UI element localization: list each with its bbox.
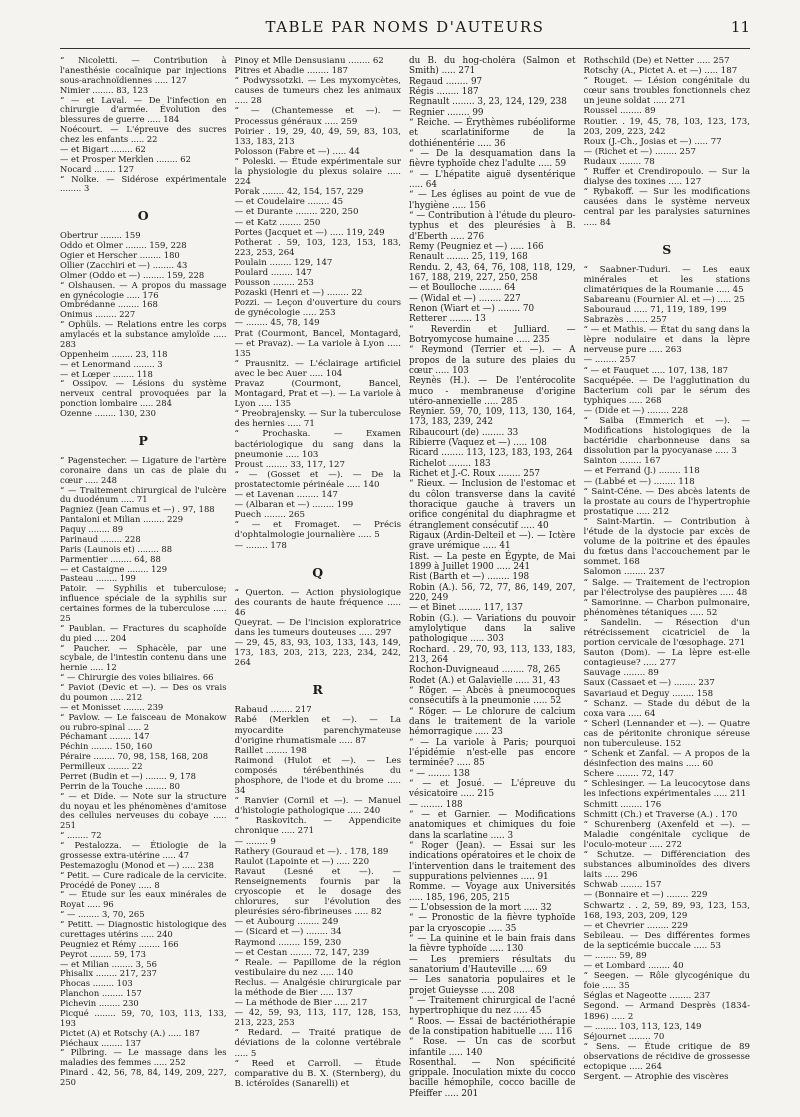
index-entry: “ — Chirurgie des voies biliaires. 66 [60,672,214,683]
index-entry: Sabouraud ..... 71, 119, 189, 199 [583,304,727,315]
index-entry: “ Saint-Céne. — Des abcès latents de la prostate au cours de l'hypertrophie prostatique ..... 212 [583,486,750,517]
index-entry: “ — et Laval. — De l'infection en chirurgie d'armée. Évolution des blessures de guerre ..... 184 [60,94,227,125]
index-entry: Ombrédanne ........ 168 [60,299,158,310]
running-title: TABLE PAR NOMS D'AUTEURS [265,18,545,36]
index-entry: Regnault ........ 3, 23, 124, 129, 238 [409,97,567,108]
index-entry: Robin (A.). 56, 72, 77, 86, 149, 207, 220, 249 [409,582,576,604]
index-entry: — et Chevrier ........ 229 [583,920,688,931]
index-columns [60,56,750,1106]
index-entry: “ Samorinne. — Charbon pulmonaire, phénomènes tétaniques ..... 52 [583,597,750,618]
index-entry: Routier. . 19, 45, 78, 103, 123, 173, 203, 209, 223, 242 [583,116,750,137]
index-entry: Porak ........ 42, 154, 157, 229 [234,187,364,198]
index-entry: “ — Traitement chirurgical de l'acné hypertrophique du nez ..... 45 [409,995,576,1017]
index-entry: — (Bonnaire et —) ........ 229 [583,890,708,901]
index-entry: Pantaloni et Milian ........ 229 [60,514,184,525]
index-entry: “ Reiche. — Érythèmes rubéoliforme et scarlatiniforme de la dothiénentérie ..... 36 [409,117,576,149]
index-entry: “ Redard. — Traité pratique de déviations de la colonne vertébrale ..... 5 [234,1028,401,1059]
index-entry: — et Lœper ........ 118 [60,368,153,379]
index-entry: Rothschild (De) et Netter ..... 257 [583,56,730,66]
index-entry: Schmitt ........ 176 [583,799,662,810]
index-column-4 [584,56,751,1106]
index-entry: “ Sandelin. — Résection d'un rétrécissement cicatriciel de la portion cervicale de l'œsophage. 271 [583,617,750,649]
index-entry: Rabé (Merklen et —). — La myocardite parenchymateuse d'origine rhumatismale ..... 87 [234,715,401,746]
index-entry: “ — La quinine et le bain frais dans la fièvre typhoïde ..... 130 [409,933,576,955]
index-entry: Paquy ........ 89 [60,524,124,534]
index-entry: — et Katz ........ 250 [234,217,321,228]
section-letter: P [138,432,148,448]
index-entry: Proust ........ 33, 117, 127 [234,459,345,470]
index-entry: Romme. — Voyage aux Universités ..... 185, 196, 205, 215 [409,882,576,903]
index-entry: — et Durante ........ 220, 250 [234,207,359,218]
index-entry: Onimus ........ 227 [60,309,136,320]
index-entry: Rigaux (Ardin-Delteil et —). — Ictère grave urémique ..... 41 [409,531,576,552]
index-entry: Phisalix ........ 217, 237 [60,968,157,979]
index-entry: Parinaud ........ 228 [60,533,141,544]
index-entry: Pravaz (Courmont, Bancel, Montagard, Prat et —). — La variole à Lyon ..... 135 [234,379,401,410]
index-entry: Saux (Cassaet et —) ........ 237 [583,678,715,689]
index-entry: Raimond (Hulot et —). — Les composés térébenthinés du phosphore, de l'iode et du brome ..... 34 [234,755,401,797]
index-entry: Séglas et Nageotte ........ 237 [583,991,711,1002]
index-entry: — et Bigart ........ 62 [60,143,146,154]
index-entry: — et Prosper Merklen ........ 62 [60,153,191,164]
index-entry: “ — L'hépatite aiguë dysentérique ..... 64 [409,169,576,190]
index-entry: “ Rouget. — Lésion congénitale du cœur sans troubles fonctionnels chez un jeune soldat ..... 271 [583,76,750,107]
index-entry: Puech ........ 265 [234,510,305,521]
index-entry: Salomon ........ 237 [583,567,666,578]
index-entry: Régis ........ 187 [409,86,479,97]
index-entry: Ribierre (Vaquez et —) ..... 108 [409,438,547,449]
index-entry: Nocard ........ 127 [60,163,135,174]
index-entry: “ — et Fauquet ..... 107, 138, 187 [583,365,729,376]
index-entry: “ Nolke. — Sidérose expérimentale ........ 3 [60,173,227,194]
index-entry: — (Richet et —) ........ 257 [583,146,696,157]
index-entry: Picqué ........ 59, 70, 103, 113, 133, 193 [60,1007,227,1028]
index-entry: Reynier. 59, 70, 109, 113, 130, 164, 173, 183, 239, 242 [409,407,576,428]
index-entry: Obertrur ........ 159 [60,230,141,241]
index-entry: “ Saiba (Emmerich et —). — Modifications histologiques de la bactéridie charbonneuse dans sa dissolution par la pyocyanase ..... 3 [583,416,750,457]
index-entry: Pichevin ........ 230 [60,998,139,1008]
index-entry: Raillet ........ 198 [234,745,307,756]
index-entry: “ — ........ 3, 70, 265 [60,909,145,920]
index-entry: Péraire ........ 70, 98, 158, 168, 208 [60,751,209,762]
index-entry: Pousson ........ 253 [234,278,314,289]
index-entry: Peyrot ........ 59, 173 [60,948,146,959]
index-entry: “ Ruffer et Crendiropoulo. — Sur la dialyse des toxines ..... 127 [583,167,750,188]
index-entry: Regnier ........ 99 [409,107,484,118]
index-entry: “ Schlesinger. — La leucocytose dans les infections expérimentales ..... 211 [583,779,750,800]
index-entry: Ollier (Zacchiri et —) ........ 43 [60,259,188,270]
index-entry: Parmentier ........ 64, 88 [60,553,161,564]
index-entry: “ Ranvier (Cornil et —). — Manuel d'histologie pathologique ..... 240 [234,796,401,817]
index-entry: “ Paviot (Devic et —). — Des os vrais du poumon ..... 212 [60,682,227,702]
index-entry: — La méthode de Bier ..... 217 [234,998,368,1009]
index-entry: “ Pestalozza. — Étiologie de la grossesse extra-utérine ..... 47 [60,840,227,860]
header-rule [60,48,750,49]
index-entry: Schwab ........ 157 [583,880,662,891]
index-entry: Ozenne ........ 130, 230 [60,408,156,418]
index-entry: — et Lombard ........ 40 [583,961,684,972]
index-entry: Noécourt. — L'épreuve des sucres chez les enfants ..... 22 [60,124,227,144]
index-entry: — Les premiers résultats du sanatorium d'Hauteville ..... 69 [409,954,576,975]
index-entry: Rochon-Duvigneaud ........ 78, 265 [409,665,561,676]
index-entry: “ — et Fromaget. — Précis d'ophtalmologie journalière ..... 5 [234,520,401,541]
index-entry: “ Reymond (Terrier et —). — A propos de la suture des plaies du cœur ..... 103 [409,345,576,376]
index-entry: “ Petit. — Cure radicale de la cervicite. Procédé de Poney ..... 8 [60,869,227,890]
index-entry: Rochard. . 29, 70, 93, 113, 133, 183, 213, 264 [409,644,576,666]
index-entry: “ Roos. — Essai de bactériothérapie de la constipation habituelle ..... 116 [409,1016,576,1037]
index-entry: Rist (Barth et —) ........ 198 [409,572,530,583]
index-entry: — 29, 45, 83, 93, 103, 133, 143, 149, 173, 183, 203, 213, 223, 234, 242, 264 [234,638,401,669]
index-entry: “ Rybakoff. — Sur les modifications causées dans le système nerveux central par les paralysies saturnines ..... 84 [583,187,750,228]
index-entry: “ Poleski. — Étude expérimentale sur la physiologie du plexus solaire ..... 224 [234,156,401,188]
index-entry: Planchon ........ 157 [60,988,142,999]
index-entry: Oddo et Olmer ........ 159, 228 [60,240,187,251]
index-entry: — ........ 188 [409,799,463,810]
index-entry: Péchamant ........ 147 [60,731,150,742]
index-entry: Richet et J.-C. Roux ........ 257 [409,469,541,480]
index-entry: Schmitt (Ch.) et Traverse (A.) . 170 [583,809,738,820]
index-entry: “ — (Gosset et —). — De la prostatectomie périnéale ..... 140 [234,469,401,490]
index-entry: — (Sicard et —) ........ 34 [234,927,342,938]
index-entry: — ........ 257 [583,355,636,366]
index-entry: Séjournet ........ 70 [583,1031,665,1042]
index-entry: Roussel ........ 89 [583,106,656,117]
index-entry: “ ........ 72 [60,830,102,841]
index-entry: Schere ........ 72, 147 [583,769,675,780]
index-entry: “ — et Garnier. — Modifications anatomiques et chimiques du foie dans la scarlatine ..... 3 [409,809,576,841]
index-entry: “ Querton. — Action physiologique des courants de haute fréquence ..... 46 [234,587,401,618]
index-entry: — ........ 45, 78, 149 [234,318,320,329]
index-entry: “ Raskovitch. — Appendicite chronique ..... 271 [234,816,401,837]
index-entry: — 42, 59, 93, 113, 117, 128, 153, 213, 223, 253 [234,1008,401,1029]
index-entry: “ Reverdin et Julliard. — Botryomycose humaine ..... 235 [409,324,576,345]
index-entry: — ........ 178 [234,540,287,551]
index-entry: “ Pavlow. — Le faisceau de Monakow ou rubro-spinal ..... 2 [60,711,227,732]
index-entry: — et Cestan ........ 72, 147, 239 [234,947,370,958]
index-entry: “ Nicoletti. — Contribution à l'anesthésie cocaïnique par injections sous-arachnoïdiennes ..... 127 [60,56,227,85]
index-entry: Rabaud ........ 217 [234,705,312,716]
index-entry: Pagniez (Jean Camus et —) . 97, 188 [60,504,215,515]
index-entry: — (Widal et —) ........ 227 [409,293,521,304]
index-entry: Pinoy et Mlle Densusianu ........ 62 [234,56,384,66]
index-entry: Potherat . 59, 103, 123, 153, 183, 223, 253, 264 [234,237,401,258]
index-entry: Raulot (Lapointe et —) ..... 220 [234,856,370,867]
index-entry: “ Pilbring. — Le massage dans les maladies des femmes ..... 252 [60,1047,227,1068]
index-entry: “ Reale. — Papillome de la région vestibulaire du nez ..... 140 [234,957,401,978]
index-entry: “ — Les églises au point de vue de l'hygiène ..... 156 [409,190,576,211]
index-entry: — et Castaigne ........ 129 [60,563,168,574]
index-entry: Rosenthal. — Non spécificité grippale. Inoculation mixte du cocco bacille hémophile, cocco bacille de Pfeiffer ..... 201 [409,1057,576,1099]
index-entry: Sergent. — Atrophie des viscères [583,1072,729,1083]
index-entry: “ Salge. — Traitement de l'ectropion par l'électrolyse des paupières ..... 48 [583,577,750,598]
index-entry: Peugniez et Rémy ........ 166 [60,938,179,949]
index-entry: “ Roger (Jean). — Essai sur les indications opératoires et le choix de l'intervention dans le traitement des suppurations pelviennes ..... 91 [409,840,576,882]
index-entry: “ — et Dide. — Note sur la structure du noyau et les phénomènes d'amitose des cellules nerveuses du cobaye ..... 251 [60,790,227,831]
index-entry: Rudaux ........ 78 [583,156,655,167]
index-entry: “ Sens. — Étude critique de 89 observations de récidive de grossesse ectopique ..... 264 [583,1041,750,1072]
index-entry: “ Seegen. — Rôle glycogénique du foie ..... 35 [583,971,750,992]
index-entry: “ Schenk et Zanfal. — A propos de la désinfection des mains ..... 60 [583,749,750,770]
index-entry: “ Preobrajensky. — Sur la tuberculose des hernies ..... 71 [234,409,401,430]
index-entry: Sauvage ........ 89 [583,668,659,679]
index-entry: Ogier et Herscher ........ 180 [60,250,180,260]
index-entry: “ — et Mathis. — État du sang dans la lèpre nodulaire et dans la lèpre nerveuse pure ..... 263 [583,325,750,356]
index-entry: “ Saabner-Tuduri. — Les eaux minérales et les stations climatériques de la Roumanie ..... 45 [583,264,750,295]
index-entry: Portes (Jacquet et —) ..... 119, 249 [234,227,385,238]
index-entry: — ........ 59, 89 [583,950,647,961]
index-entry: Pasteau ........ 199 [60,573,136,584]
page-number: 11 [730,18,750,36]
index-entry: Pozzi. — Leçon d'ouverture du cours de gynécologie ..... 253 [234,298,401,319]
index-entry: Segond. — Armand Desprès (1834-1896) ..... 2 [583,1001,750,1022]
index-entry: Sacquépée. — De l'agglutination du Bacterium coli par le sérum des typhiques ..... 268 [583,375,750,406]
index-entry: Retterer ........ 13 [409,314,486,325]
index-entry: Regaud ........ 97 [409,76,483,87]
index-entry: Ribaucourt (de) ........ 33 [409,427,519,438]
index-entry: Reclus. — Analgésie chirurgicale par la méthode de Bier ..... 137 [234,977,401,998]
index-entry: Olmer (Oddo et —) ........ 159, 228 [60,269,205,280]
section-letter: S [662,241,672,257]
index-entry: — (Labbé et —) ........ 118 [583,476,695,487]
index-entry: Prat (Courmont, Bancel, Montagard, — et Pravaz). — La variole à Lyon ..... 135 [234,328,401,359]
index-entry: — et Lenormand ........ 3 [60,358,163,369]
index-column-1 [60,56,227,1106]
index-entry: Robin (G.). — Variations du pouvoir amylolytique dans la salive pathologique ..... 303 [409,613,576,645]
index-entry: “ Schurenberg (Axenfeld et —). — Maladie congénitale cyclique de l'oculo-moteur ..... 272 [583,819,750,850]
index-entry: Pinard . 42, 56, 78, 84, 149, 209, 227, 250 [60,1067,227,1087]
section-letter: Q [312,564,324,580]
index-entry: “ — Contribution à l'étude du pleuro-typhus et des pleurésies à B. d'Eberth ..... 276 [409,210,576,242]
index-entry: Pictet (A) et Rotschy (A.) ..... 187 [60,1027,200,1038]
index-entry: Perret (Budin et —) ........ 9, 178 [60,770,197,781]
index-entry: “ Reed et Carroll. — Étude comparative du B. X. (Sternberg), du B. ictéroïdes (Sanarelli) et [234,1058,401,1089]
index-entry: — ........ 103, 113, 123, 149 [583,1021,702,1032]
index-entry: Patoir. — Syphilis et tuberculose; influence spéciale de la syphilis sur certaines formes de la tuberculose ..... 25 [60,583,227,623]
index-entry: “ — (Chantemesse et —). — Processus généraux ..... 259 [234,106,401,127]
index-entry: Piéchaux ........ 137 [60,1037,142,1048]
index-entry: Pitres et Abadie ........ 187 [234,66,348,77]
index-entry: Raymond ........ 159, 230 [234,937,342,948]
index-entry: — et Aubourg ........ 249 [234,917,339,928]
index-entry: Savariaud et Deguy ........ 158 [583,688,714,699]
index-entry: Oppenheim ........ 23, 118 [60,348,168,359]
index-entry: Rathery (Gouraud et —). . 178, 189 [234,846,389,857]
index-column-3 [409,56,576,1106]
index-entry: du B. du hog-choléra (Salmon et Smith) ..... 271 [409,56,576,77]
index-entry: Ravaut (Lesné et —). — Renseignements fournis par la cryoscopie et le dosage des chlorures, sur l'évolution des pleurésies séro-fibrineuses ..... 82 [234,866,401,918]
index-entry: “ — Traitement chirurgical de l'ulcère du duodénum ..... 71 [60,484,227,505]
index-entry: Rist. — La peste en Égypte, de Mai 1899 à Juillet 1900 ..... 241 [409,551,576,573]
index-entry: “ Paucher. — Sphacèle, par une scybale, de l'intestin contenu dans une hernie ..... 12 [60,642,227,673]
index-entry: Phocas ........ 103 [60,978,133,989]
index-entry: Sabrazès ........ 257 [583,315,667,326]
index-entry: Polosson (Fabre et —) ..... 44 [234,146,360,157]
index-entry: Pestemazoglu (Monod et —) ..... 238 [60,859,214,870]
index-entry: — et Binet ........ 117, 137 [409,603,523,614]
index-entry: “ Podwyssotzki. — Les myxomycètes, causes de tumeurs chez les animaux ..... 28 [234,76,401,107]
index-entry: Remy (Peugniez et —) ..... 166 [409,241,544,252]
index-entry: “ — ........ 138 [409,768,470,779]
index-entry: Richelot ........ 183 [409,458,491,469]
index-entry: Reynès (H.). — De l'entérocolite muco - membraneuse d'origine utéro-annexielle ..... 285 [409,376,576,407]
index-entry: — et Lavenan ........ 147 [234,490,338,501]
index-entry: Renon (Wiart et —) ........ 70 [409,303,535,314]
index-entry: “ Ophüls. — Relations entre les corps amylacés et la substance amyloïde ..... 283 [60,319,227,349]
index-entry: Rodet (A.) et Galavielle ..... 31, 43 [409,675,561,686]
page-header [60,18,750,48]
index-entry: — et Milian ........ 3, 56 [60,958,157,969]
index-entry: “ — La variole à Paris; pourquoi l'épidémie n'est-elle pas encore terminée? ..... 85 [409,737,576,769]
index-entry: — et Monisset ........ 239 [60,701,164,712]
index-entry: “ Schutze. — Différenciation des substances albuminoïdes des divers laits ..... 296 [583,850,750,881]
index-entry: “ Röger. — Le chlorure de calcium dans le traitement de la variole hémorragique ..... 23 [409,706,576,738]
index-entry: Renault ........ 25, 119, 168 [409,252,528,263]
index-entry: “ Olshausen. — A propos du massage en gynécologie ..... 176 [60,279,227,300]
index-entry: “ Röger. — Abcès à pneumocoques consécutifs à la pneumonie ..... 52 [409,686,576,707]
index-entry: Sauton (Dom). — La lèpre est-elle contagieuse? ..... 277 [583,648,750,669]
index-column-2 [235,56,402,1106]
index-entry: “ Petitt. — Diagnostic histologique des curettages utérins ..... 240 [60,919,227,939]
index-entry: — et Ferrand (J.) ........ 118 [583,466,700,477]
index-entry: Perrin de la Touche ........ 80 [60,780,180,791]
index-entry: “ Rieux. — Inclusion de l'estomac et du côlon transverse dans la cavité thoracique gauche à travers un orifice congénital du diaphragme et étranglement consécutif ..... 40 [409,479,576,531]
index-entry: “ Saint-Martin. — Contribution à l'étude de la dystocie par excès de volume de la poitrine et des épaules du fœtus dans l'accouchement par le sommet. 168 [583,516,750,568]
index-entry: “ Schanz. — Stade du début de la coxa vara ..... 64 [583,698,750,719]
index-entry: — Les sanatoria populaires et le projet Guieysse ..... 208 [409,975,576,996]
index-entry: — ........ 9 [234,836,276,847]
index-entry: “ Pagenstecher. — Ligature de l'artère coronaire dans un cas de plaie du cœur ..... 248 [60,454,227,485]
index-entry: “ Prausnitz. — L'éclairage artificiel avec le bec Auer ..... 104 [234,358,401,379]
index-entry: Pozaski (Henri et —) ........ 22 [234,288,363,299]
index-entry: Poirier . 19, 29, 40, 49, 59, 83, 103, 133, 183, 213 [234,126,401,147]
index-entry: — (Albaran et —) ........ 199 [234,500,354,511]
section-letter: R [312,682,323,698]
index-entry: “ Scherl (Lennander et —). — Quatre cas de péritonite chronique séreuse non tuberculeuse. 152 [583,718,750,749]
index-entry: “ Ossipov. — Lésions du système nerveux central provoquées par la ponction lombaire ..... 284 [60,378,227,409]
index-entry: “ Prochaska. — Examen bactériologique du sang dans la pneumonie ..... 103 [234,429,401,460]
index-entry: “ — et Josué. — L'épreuve du vésicatoire ..... 215 [409,778,576,800]
index-entry: Queyrat. — De l'incision exploratrice dans les tumeurs douteuses ..... 297 [234,617,401,638]
index-entry: Ricard ........ 113, 123, 183, 193, 264 [409,448,573,459]
index-entry: Péchin ........ 150, 160 [60,741,153,752]
index-entry: “ — Pronostic de la fièvre typhoïde par la cryoscopie ..... 35 [409,913,576,934]
index-entry: Poulain ........ 129, 147 [234,257,333,268]
index-entry: Rotschy (A., Pictet A. et —) ..... 187 [583,66,738,77]
index-entry: — (Dide et —) ........ 228 [583,405,689,416]
index-entry: Sebileau. — Des différentes formes de la septicémie buccale ..... 53 [583,930,750,951]
index-entry: “ Paublan. — Fractures du scaphoïde du pied ..... 204 [60,622,227,643]
index-entry: Rendu. 2, 43, 64, 76, 108, 118, 129, 167, 188, 219, 227, 250, 258 [409,262,576,283]
index-entry: Sainton ........ 167 [583,456,661,467]
index-entry: Permilleux ........ 22 [60,761,143,771]
index-entry: “ — Étude sur les eaux minérales de Royat ..... 96 [60,889,227,910]
index-entry: Paris (Launois et) ........ 88 [60,543,173,554]
index-entry: — et Coudelaire ........ 45 [234,197,344,208]
section-letter: O [137,208,149,224]
index-entry: Sabareanu (Fournier Al. et —) ..... 25 [583,294,745,305]
index-entry: — L'obsession de la mort ..... 32 [409,902,552,913]
index-entry: “ — De la desquamation dans la fièvre typhoïde chez l'adulte ..... 59 [409,148,576,170]
index-entry: “ Rose. — Un cas de scorbut infantile ..... 140 [409,1037,576,1058]
index-entry: Schwartz . . 2, 59, 89, 93, 123, 153, 168, 193, 203, 209, 129 [583,900,750,921]
index-entry: Roux (J.-Ch., Josias et —) ..... 77 [583,136,722,147]
index-entry: Poulard ........ 147 [234,267,312,278]
index-entry: — et Boulloche ........ 64 [409,283,516,294]
index-entry: Nimier ........ 83, 123 [60,84,149,95]
